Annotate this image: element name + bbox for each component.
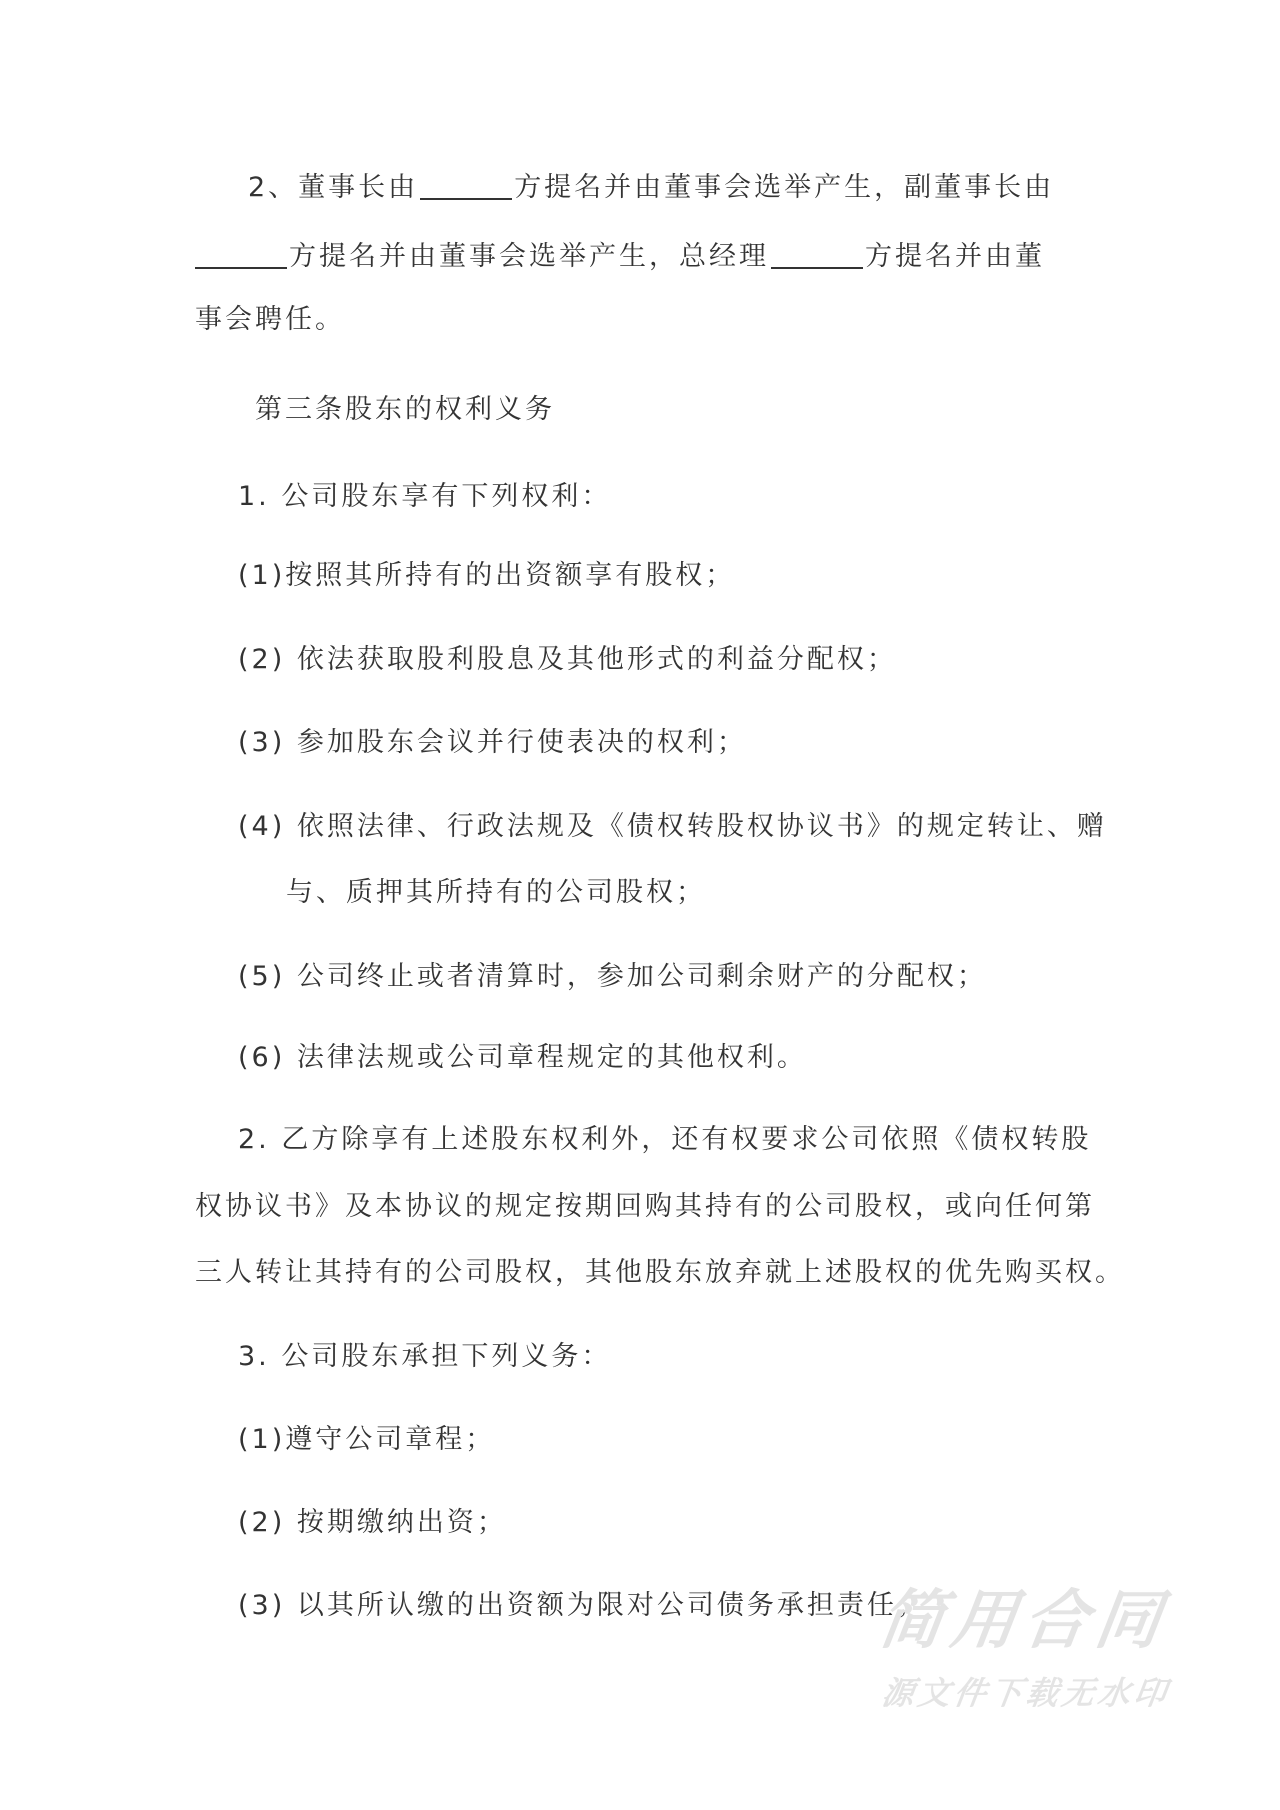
board-paragraph-line-2 — [195, 240, 1045, 274]
watermark-title: 简用合同 — [874, 1584, 1174, 1658]
blank-field-chairman — [420, 198, 512, 200]
rights-item-4-continued: 与、质押其所持有的公司股权； — [286, 877, 706, 908]
blank-field-general-manager — [771, 267, 863, 269]
rights-item-6: (6) 法律法规或公司章程规定的其他权利。 — [238, 1042, 807, 1073]
party-b-line-2: 权协议书》及本协议的规定按期回购其持有的公司股权，或向任何第 — [195, 1191, 1095, 1222]
blank-field-vice-chairman — [195, 267, 287, 269]
rights-intro: 1. 公司股东享有下列权利： — [238, 481, 612, 512]
party-b-line-1: 2. 乙方除享有上述股东权利外，还有权要求公司依照《债权转股 — [238, 1124, 1092, 1155]
party-b-line-3: 三人转让其持有的公司股权，其他股东放弃就上述股权的优先购买权。 — [195, 1257, 1125, 1288]
obligations-item-2: (2) 按期缴纳出资； — [238, 1507, 507, 1538]
board-line-2-end: 方提名并由董 — [865, 241, 1045, 272]
board-paragraph-line-3: 事会聘任。 — [195, 304, 345, 335]
rights-item-2: (2) 依法获取股利股息及其他形式的利益分配权； — [238, 644, 897, 675]
board-line-1-start: 2、董事长由 — [248, 172, 419, 203]
rights-item-4: (4) 依照法律、行政法规及《债权转股权协议书》的规定转让、赠 — [238, 811, 1107, 842]
obligations-item-1: (1)遵守公司章程； — [238, 1424, 496, 1455]
board-line-2-mid: 方提名并由董事会选举产生，总经理 — [289, 241, 769, 272]
obligations-item-3: (3) 以其所认缴的出资额为限对公司债务承担责任； — [238, 1590, 927, 1621]
section-heading: 第三条股东的权利义务 — [255, 394, 555, 425]
board-line-1-end: 方提名并由董事会选举产生，副董事长由 — [514, 172, 1055, 203]
board-paragraph-line-1 — [248, 171, 1054, 205]
rights-item-5: (5) 公司终止或者清算时，参加公司剩余财产的分配权； — [238, 961, 987, 992]
obligations-intro: 3. 公司股东承担下列义务： — [238, 1341, 612, 1372]
watermark-subtitle: 源文件下载无水印 — [879, 1674, 1173, 1712]
rights-item-3: (3) 参加股东会议并行使表决的权利； — [238, 727, 747, 758]
rights-item-1: (1)按照其所持有的出资额享有股权； — [238, 560, 736, 591]
